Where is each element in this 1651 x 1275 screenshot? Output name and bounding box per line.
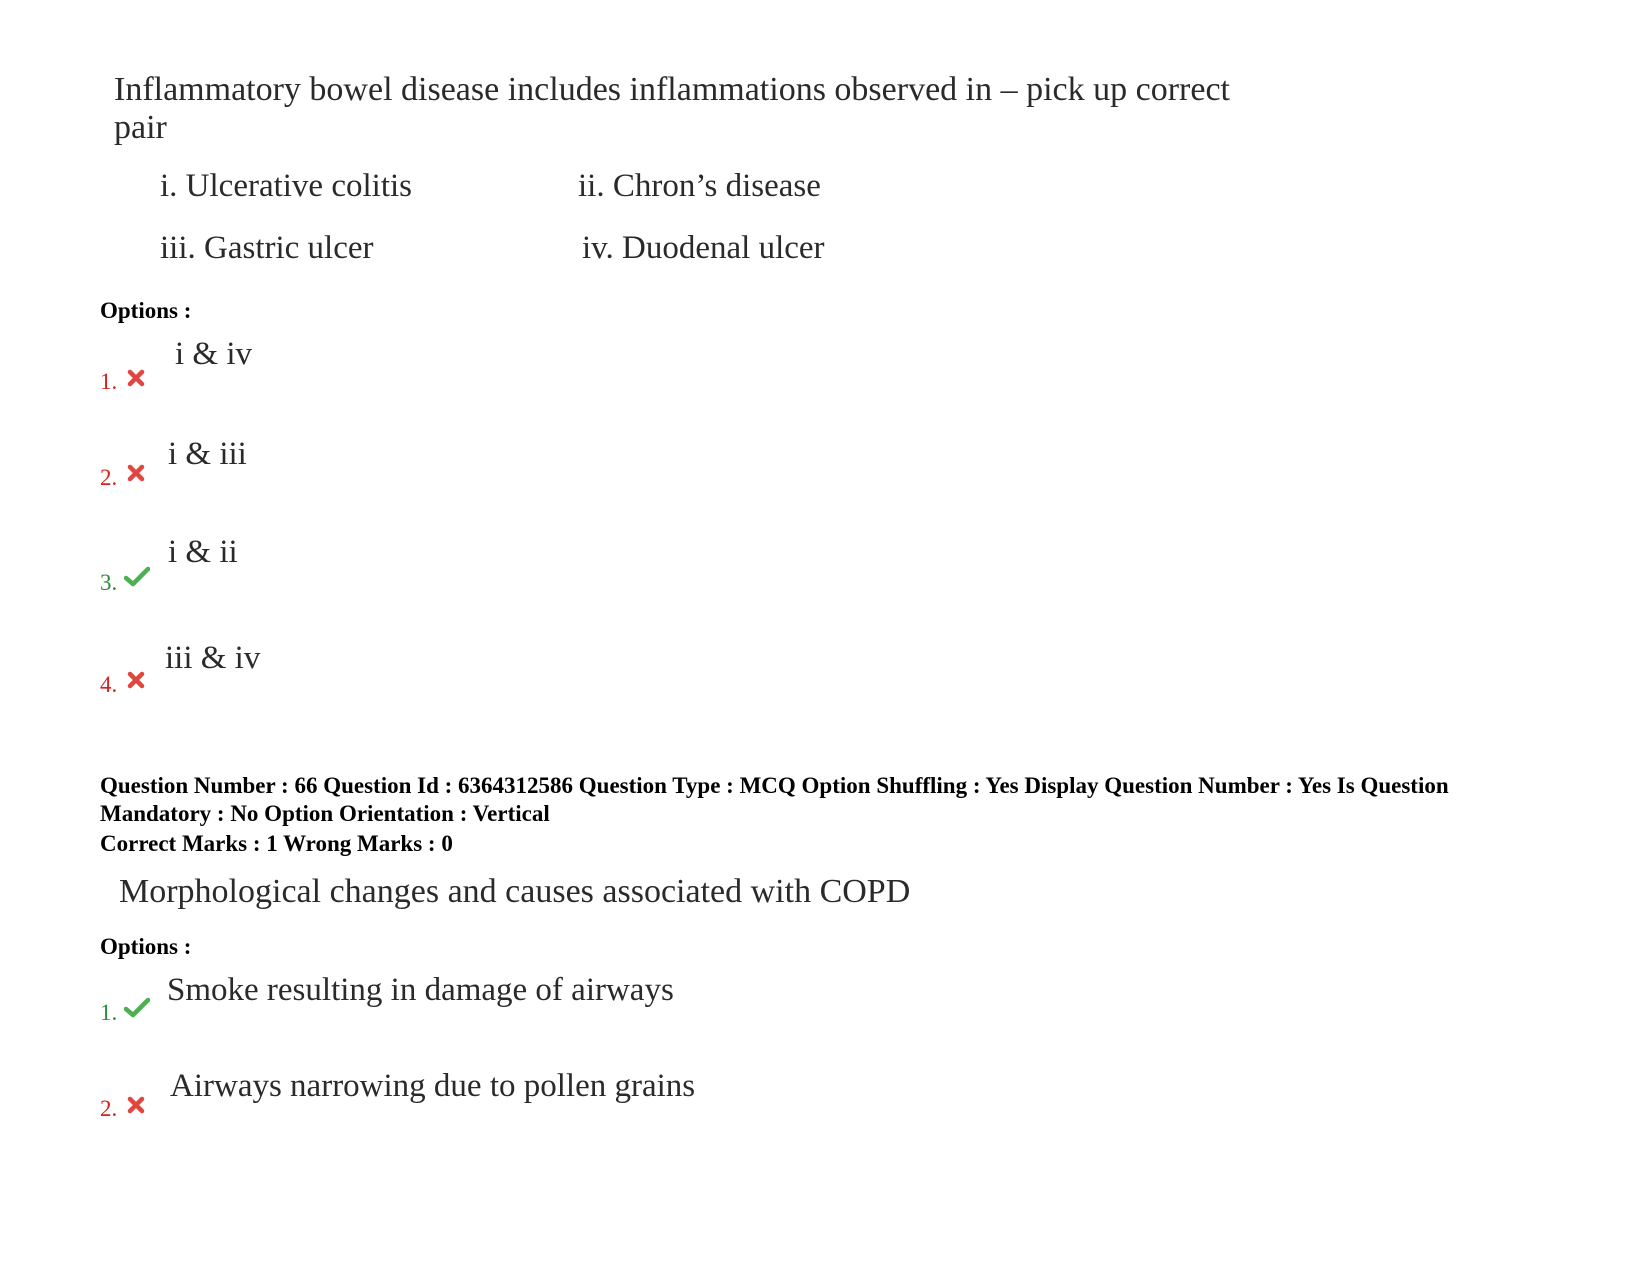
question-text: Morphological changes and causes associated with COPD: [119, 873, 911, 910]
option-number: 2.: [100, 1096, 118, 1121]
statement-item: iii. Gastric ulcer: [160, 230, 374, 266]
correct-check-icon: [124, 997, 150, 1019]
option-number: 1.: [100, 369, 118, 394]
question-text-line2: pair: [114, 109, 167, 146]
option-number: 3.: [100, 570, 118, 595]
wrong-mark-icon: [126, 463, 146, 483]
question-text-line1: Inflammatory bowel disease includes inflammations observed in – pick up correct: [114, 71, 1231, 108]
wrong-mark-icon: [126, 368, 146, 388]
correct-check-icon: [124, 566, 150, 588]
wrong-mark-icon: [126, 670, 146, 690]
option-text: iii & iv: [165, 640, 261, 676]
option-text: Smoke resulting in damage of airways: [167, 972, 674, 1008]
option-number: 1.: [100, 1000, 118, 1025]
wrong-mark-icon: [126, 1095, 146, 1115]
options-label: Options :: [100, 298, 192, 323]
option-text: i & ii: [168, 534, 238, 570]
statement-item: iv. Duodenal ulcer: [582, 230, 825, 266]
option-text: i & iii: [168, 436, 247, 472]
statement-item: i. Ulcerative colitis: [160, 168, 412, 204]
option-number: 4.: [100, 672, 118, 697]
option-text: Airways narrowing due to pollen grains: [170, 1068, 696, 1104]
option-text: i & iv: [175, 336, 253, 372]
option-number: 2.: [100, 465, 118, 490]
statement-item: ii. Chron’s disease: [578, 168, 821, 204]
options-label: Options :: [100, 934, 192, 959]
question-marks: Correct Marks : 1 Wrong Marks : 0: [100, 831, 453, 856]
question-meta: Question Number : 66 Question Id : 6364312586 Question Type : MCQ Option Shuffling : Yes Display Question Number : Yes Is Question Mandatory : No Option Orientation : Vertical: [100, 773, 1449, 826]
